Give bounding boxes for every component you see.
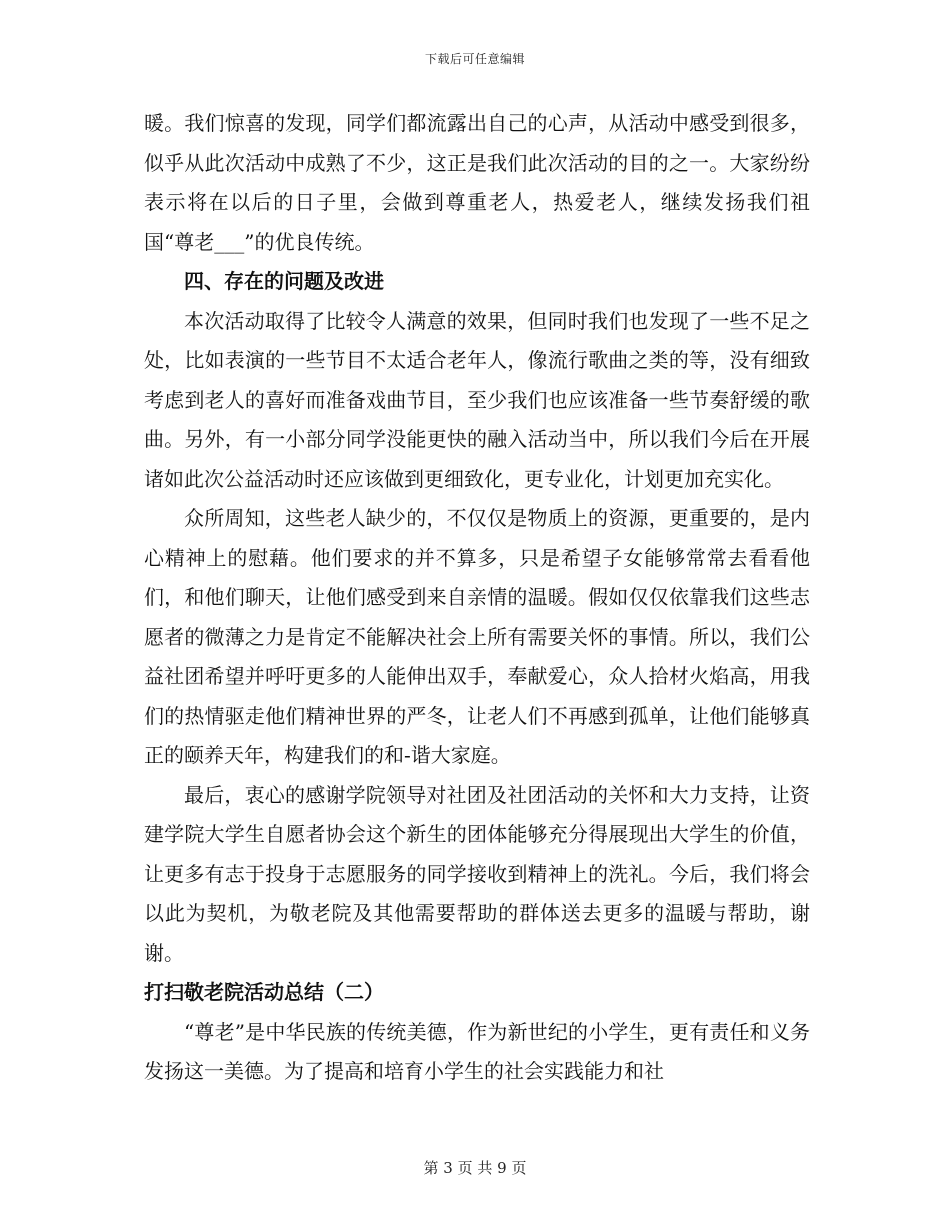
paragraph-elderly-needs: 众所周知，这些老人缺少的，不仅仅是物质上的资源，更重要的，是内心精神上的慰藉。他们要求的并不算多，只是希望子女能够常常去看看他们，和他们聊天，让他们感受到来自亲情的温暖。假如仅仅依靠我们这些志愿者的微薄之力是肯定不能解决社会上所有需要关怀的事情。所以，我们公益社团希望并呼吁更多的人能伸出双手，奉献爱心，众人拾材火焰高，用我们的热情驱走他们精神世界的严冬，让老人们不再感到孤单，让他们能够真正的颐养天年，构建我们的和-谐大家庭。 [144,506,810,767]
page-footer: 第 3 页 共 9 页 [423,1159,527,1177]
document-body [144,104,810,1092]
section-heading-problems: 四、存在的问题及改进 [184,269,384,293]
document-title-part-two: 打扫敬老院活动总结（二） [144,980,384,1004]
paragraph-problems: 本次活动取得了比较令人满意的效果，但同时我们也发现了一些不足之处，比如表演的一些节目不太适合老年人，像流行歌曲之类的等，没有细致考虑到老人的喜好而准备戏曲节目，至少我们也应该准备一些节奏舒缓的歌曲。另外，有一小部分同学没能更快的融入活动当中，所以我们今后在开展诸如此次公益活动时还应该做到更细致化，更专业化，计划更加充实化。 [144,308,810,491]
paragraph-intro-part-two: “尊老”是中华民族的传统美德，作为新世纪的小学生，更有责任和义务发扬这一美德。为了提高和培育小学生的社会实践能力和社 [144,1019,810,1083]
paragraph-continued: 暖。我们惊喜的发现，同学们都流露出自己的心声，从活动中感受到很多，似乎从此次活动中成熟了不少，这正是我们此次活动的目的之一。大家纷纷表示将在以后的日子里，会做到尊重老人，热爱老人，继续发扬我们祖国“尊老___”的优良传统。 [144,111,810,254]
paragraph-thanks: 最后，衷心的感谢学院领导对社团及社团活动的关怀和大力支持，让资建学院大学生自愿者协会这个新生的团体能够充分得展现出大学生的价值，让更多有志于投身于志愿服务的同学接收到精神上的洗礼。今后，我们将会以此为契机，为敬老院及其他需要帮助的群体送去更多的温暖与帮助，谢谢。 [144,782,810,965]
page-header: 下载后可任意编辑 [424,52,525,66]
